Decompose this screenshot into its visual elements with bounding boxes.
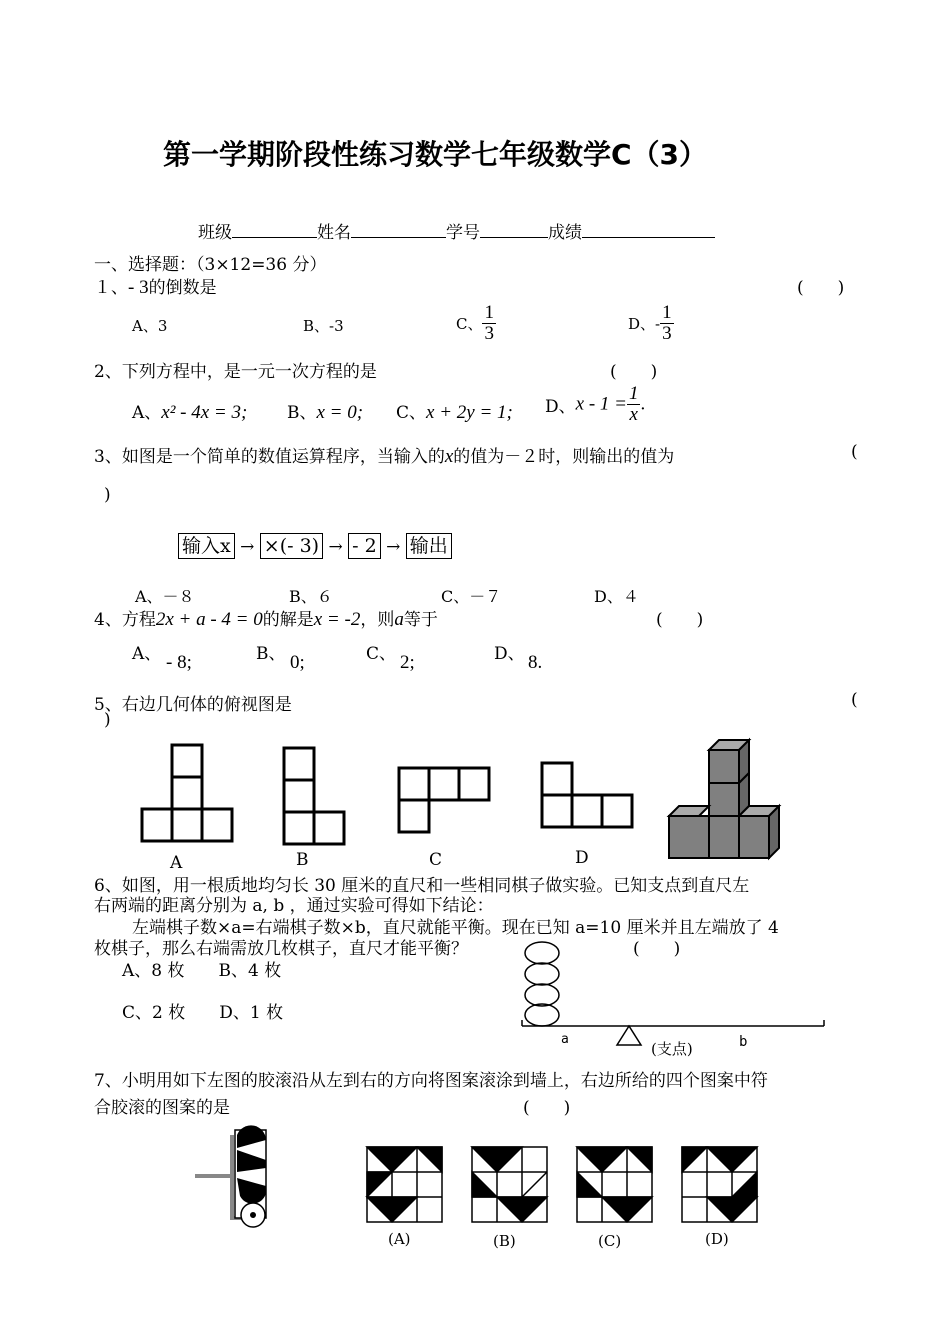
question-4-stem: 4、方程2x + a - 4 = 0的解是x = -2，则a等于 [94, 609, 438, 630]
paint-roller [195, 1125, 266, 1227]
q4-option-c-value: 2; [400, 652, 415, 673]
ruler-label-a: a [561, 1032, 569, 1047]
q4-option-b-label: B、 [256, 644, 286, 664]
pivot-label: (支点) [651, 1040, 693, 1058]
question-4-bracket: ( ) [656, 610, 704, 630]
question-5-bracket-open: ( [851, 690, 858, 710]
flow-arrow-1: → [240, 537, 255, 557]
question-5-stem: 5、右边几何体的俯视图是 [94, 695, 292, 715]
question-7-line-1: 7、小明用如下左图的胶滚沿从左到右的方向将图案滚涂到墙上，右边所给的四个图案中符 [94, 1071, 768, 1091]
question-2-stem: 2、下列方程中，是一元一次方程的是 [94, 362, 377, 382]
ruler-label-b: b [739, 1034, 748, 1050]
pattern-a-label: (A) [388, 1230, 411, 1248]
q4-option-d-label: D、 [494, 644, 525, 664]
question-3-bracket-close: ) [104, 485, 111, 505]
question-6-line-3: 左端棋子数×a=右端棋子数×b，直尺就能平衡。现在已知 a=10 厘米并且左端放了 4 [132, 918, 779, 938]
pattern-c-label: (C) [598, 1232, 622, 1250]
q2-option-d: D、x - 1 = $\frac{1}{x}$ . [545, 383, 646, 425]
flow-arrow-2: → [328, 537, 343, 557]
question-2-bracket: ( ) [610, 362, 658, 382]
q2-option-b: B、x = 0; [287, 402, 364, 423]
flow-output-box: 输出 [406, 533, 452, 559]
q3-option-d: D、４ [594, 587, 639, 606]
q1-c-fraction: $\frac{1}{3}$ [484, 302, 494, 344]
score-label: 成绩 [548, 223, 582, 243]
question-7-bracket: ( ) [523, 1098, 571, 1118]
view-c-label: C [429, 850, 443, 870]
question-1-bracket: ( ) [797, 278, 845, 298]
section-heading: 一、选择题：（3×12=36 分） [94, 255, 327, 275]
q1-d-fraction: $\frac{1}{3}$ [662, 302, 672, 344]
question-3-bracket-open: ( [851, 442, 858, 462]
q2-option-a: A、x² - 4x = 3; [132, 402, 248, 423]
q4-option-c-label: C、 [366, 644, 397, 664]
name-label: 姓名 [317, 223, 351, 243]
q6-options-cd: C、2 枚 D、1 枚 [122, 1003, 284, 1023]
question-7-line-2: 合胶滚的图案的是 [94, 1098, 230, 1118]
pattern-a [367, 1147, 442, 1222]
flow-multiply-box: ×(- 3) [260, 533, 323, 559]
view-d-label: D [575, 848, 589, 868]
q3-option-c: C、－７ [441, 587, 502, 606]
q1-option-b: B、-3 [303, 317, 344, 335]
question-3-stem: 3、如图是一个简单的数值运算程序，当输入的x的值为－２时，则输出的值为 [94, 446, 675, 467]
question-1-stem: １、- 3的倒数是 [94, 277, 217, 298]
question-5-bracket-close: ) [104, 710, 111, 730]
class-label: 班级 [198, 223, 232, 243]
question-6-line-1: 6、如图，用一根质地均匀长 30 厘米的直尺和一些相同棋子做实验。已知支点到直尺左 [94, 876, 750, 896]
flow-input-box: 输入x [178, 533, 235, 559]
pattern-d-label: (D) [705, 1230, 729, 1248]
q1-option-d: D、- $\frac{1}{3}$ [628, 302, 672, 344]
flow-arrow-3: → [386, 537, 401, 557]
page-title: 第一学期阶段性练习数学七年级数学C（3） [163, 138, 708, 171]
pattern-c [577, 1147, 652, 1222]
q4-option-b-value: 0; [290, 652, 305, 673]
question-6-bracket: ( ) [633, 939, 681, 959]
q1-option-a: A、3 [132, 317, 168, 335]
pattern-d [682, 1147, 757, 1222]
q2-option-c: C、x + 2y = 1; [396, 402, 513, 423]
id-label: 学号 [446, 223, 480, 243]
question-6-line-4: 枚棋子，那么右端需放几枚棋子，直尺才能平衡？ [94, 939, 468, 959]
q4-option-d-value: 8. [528, 652, 543, 673]
view-a-label: A [170, 853, 183, 873]
q3-option-b: B、６ [289, 587, 333, 606]
q3-option-a: A、－８ [135, 587, 195, 606]
question-6-line-2: 右两端的距离分别为 a, b ，通过实验可得如下结论： [94, 896, 494, 916]
pattern-b-label: (B) [493, 1232, 516, 1250]
q1-option-c: C、 $\frac{1}{3}$ [456, 302, 494, 344]
q4-option-a-label: A、 [132, 644, 162, 664]
flow-subtract-box: - 2 [348, 533, 381, 559]
pattern-b [472, 1147, 547, 1222]
view-b-label: B [296, 850, 309, 870]
q6-options-ab: A、8 枚 B、4 枚 [122, 961, 282, 981]
q4-option-a-value: - 8; [166, 652, 192, 673]
